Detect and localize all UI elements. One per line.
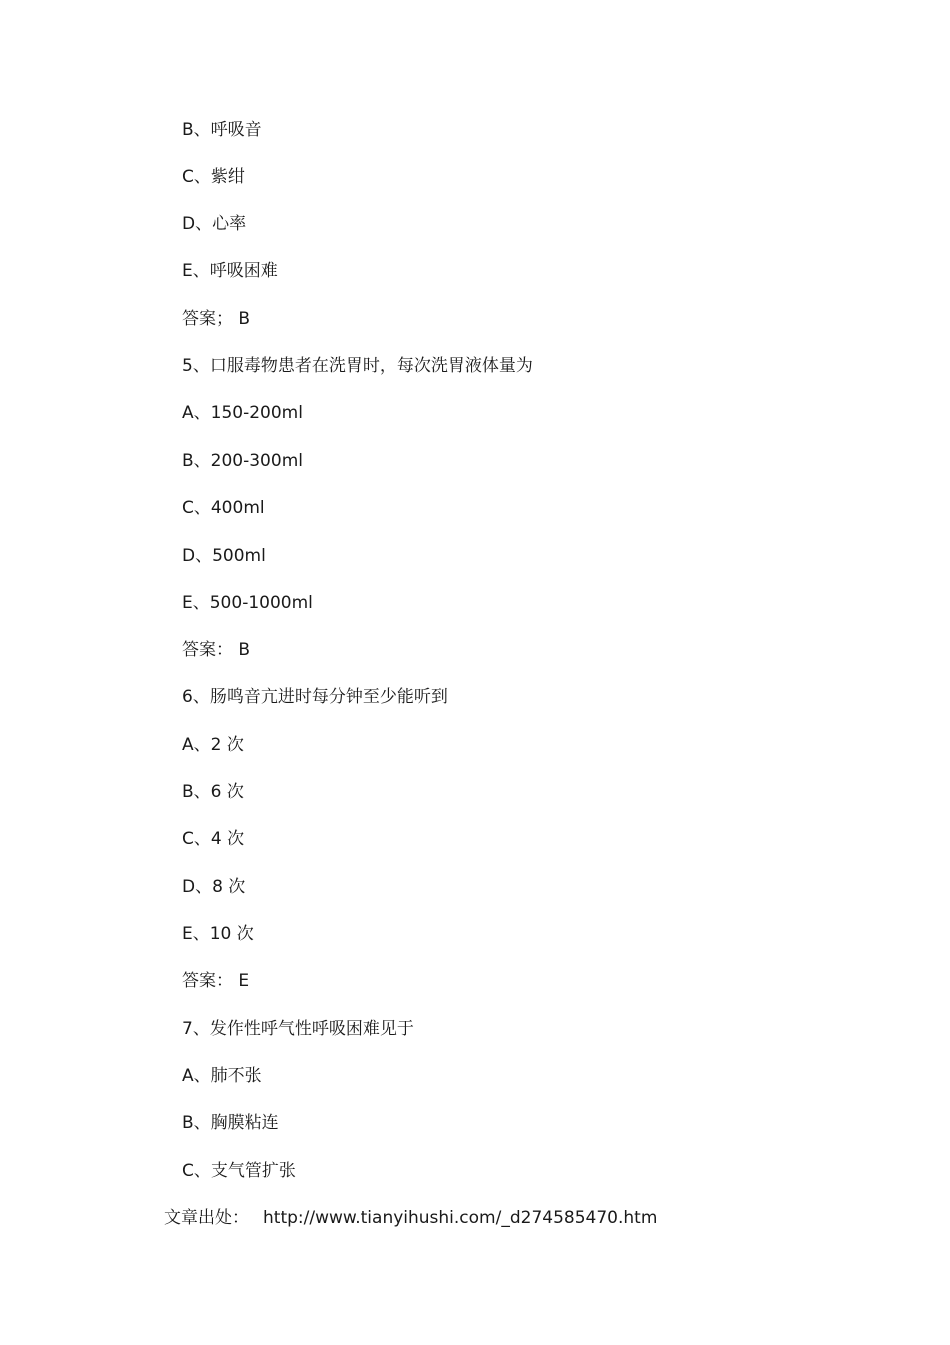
question-line: 5、口服毒物患者在洗胃时，每次洗胃液体量为 — [182, 356, 533, 376]
answer-line: 答案； B — [182, 309, 251, 329]
option-line: B、6 次 — [182, 782, 244, 802]
source-label: 文章出处： — [164, 1208, 249, 1228]
option-line: C、紫绀 — [182, 167, 245, 187]
source-url: http://www.tianyihushi.com/_d274585470.htm — [263, 1208, 658, 1228]
option-line: C、支气管扩张 — [182, 1161, 296, 1181]
option-line: D、心率 — [182, 214, 247, 234]
option-line: C、4 次 — [182, 829, 245, 849]
option-line: A、150-200ml — [182, 403, 303, 423]
option-line: E、500-1000ml — [182, 593, 313, 613]
option-line: C、400ml — [182, 498, 265, 518]
source-footer — [164, 1207, 657, 1229]
option-line: E、10 次 — [182, 924, 254, 944]
question-line: 7、发作性呼气性呼吸困难见于 — [182, 1019, 414, 1039]
option-line: B、胸膜粘连 — [182, 1113, 279, 1133]
option-line: D、8 次 — [182, 877, 246, 897]
question-line: 6、肠鸣音亢进时每分钟至少能听到 — [182, 687, 448, 707]
answer-line: 答案： B — [182, 640, 251, 660]
option-line: E、呼吸困难 — [182, 261, 278, 281]
option-line: B、呼吸音 — [182, 120, 262, 140]
answer-line: 答案： E — [182, 971, 250, 991]
option-line: B、200-300ml — [182, 451, 303, 471]
option-line: A、2 次 — [182, 735, 244, 755]
option-line: A、肺不张 — [182, 1066, 262, 1086]
option-line: D、500ml — [182, 546, 266, 566]
